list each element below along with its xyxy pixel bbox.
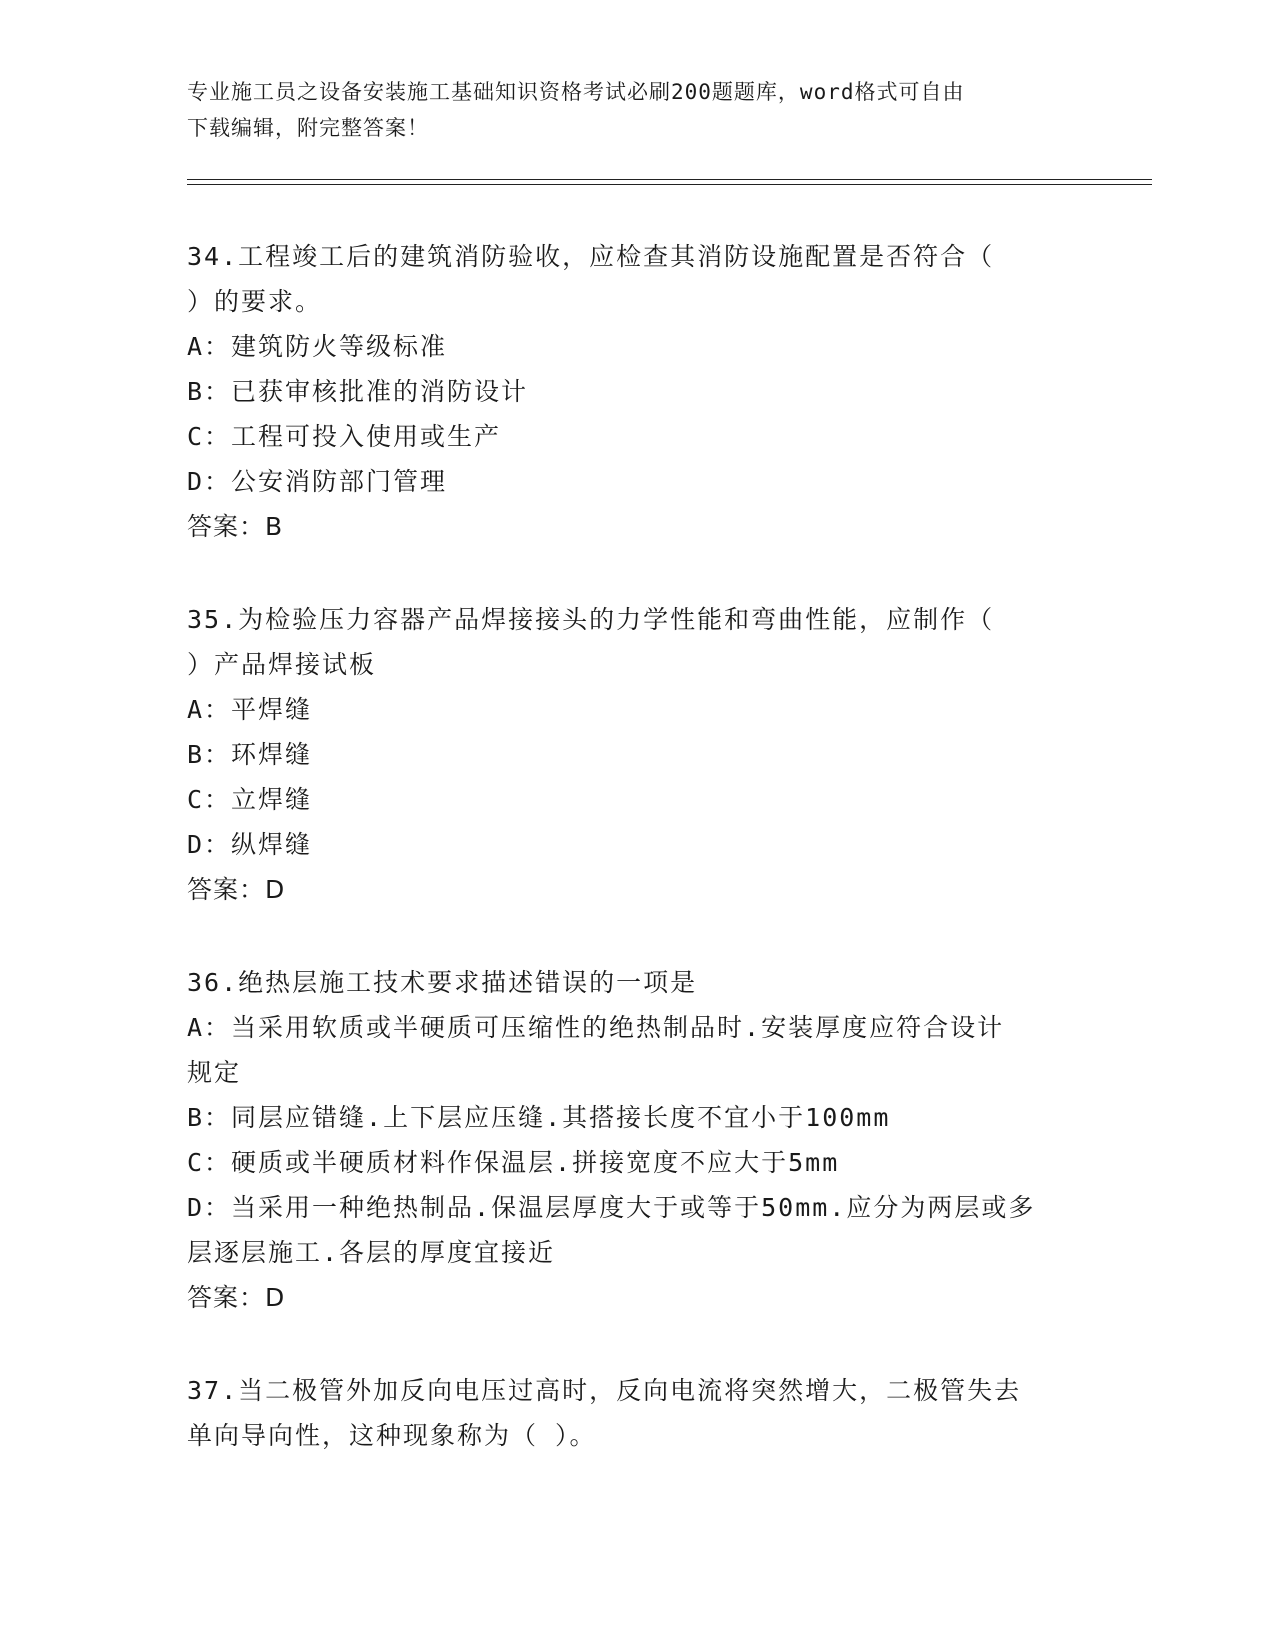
header-line-2: 下载编辑，附完整答案！ [187,116,429,140]
question-stem: ）产品焊接试板 [187,650,377,679]
header-divider-bottom [187,184,1152,185]
answer: 答案：D [187,1283,286,1312]
question-stem: 单向导向性，这种现象称为（ ）。 [187,1421,597,1450]
option-a: A：当采用软质或半硬质可压缩性的绝热制品时.安装厚度应符合设计 [187,1013,1005,1042]
question-stem: 36.绝热层施工技术要求描述错误的一项是 [187,968,698,997]
option-c: C：立焊缝 [187,785,313,814]
option-a: A：建筑防火等级标准 [187,332,448,361]
option-d: D：当采用一种绝热制品.保温层厚度大于或等于50mm.应分为两层或多 [187,1193,1036,1222]
option-a: A：平焊缝 [187,695,313,724]
document-header [187,74,1067,146]
option-b: B：环焊缝 [187,740,313,769]
option-d-continued: 层逐层施工.各层的厚度宜接近 [187,1238,556,1267]
question-stem: 35.为检验压力容器产品焊接接头的力学性能和弯曲性能，应制作（ [187,605,995,634]
option-b: B：同层应错缝.上下层应压缝.其搭接长度不宜小于100mm [187,1103,891,1132]
answer: 答案：D [187,875,286,904]
question-37 [187,1368,1087,1458]
option-d: D：纵焊缝 [187,830,313,859]
question-stem: ）的要求。 [187,287,323,316]
option-a-continued: 规定 [187,1058,242,1087]
answer: 答案：B [187,512,284,541]
header-divider-top [187,179,1152,180]
option-b: B：已获审核批准的消防设计 [187,377,529,406]
question-34 [187,234,1087,549]
header-line-1: 专业施工员之设备安装施工基础知识资格考试必刷200题题库，word格式可自由 [187,80,965,104]
option-d: D：公安消防部门管理 [187,467,448,496]
question-35 [187,597,1087,912]
option-c: C：工程可投入使用或生产 [187,422,502,451]
question-36 [187,960,1087,1320]
option-c: C：硬质或半硬质材料作保温层.拼接宽度不应大于5mm [187,1148,840,1177]
question-stem: 37.当二极管外加反向电压过高时，反向电流将突然增大，二极管失去 [187,1376,1022,1405]
question-stem: 34.工程竣工后的建筑消防验收，应检查其消防设施配置是否符合（ [187,242,995,271]
